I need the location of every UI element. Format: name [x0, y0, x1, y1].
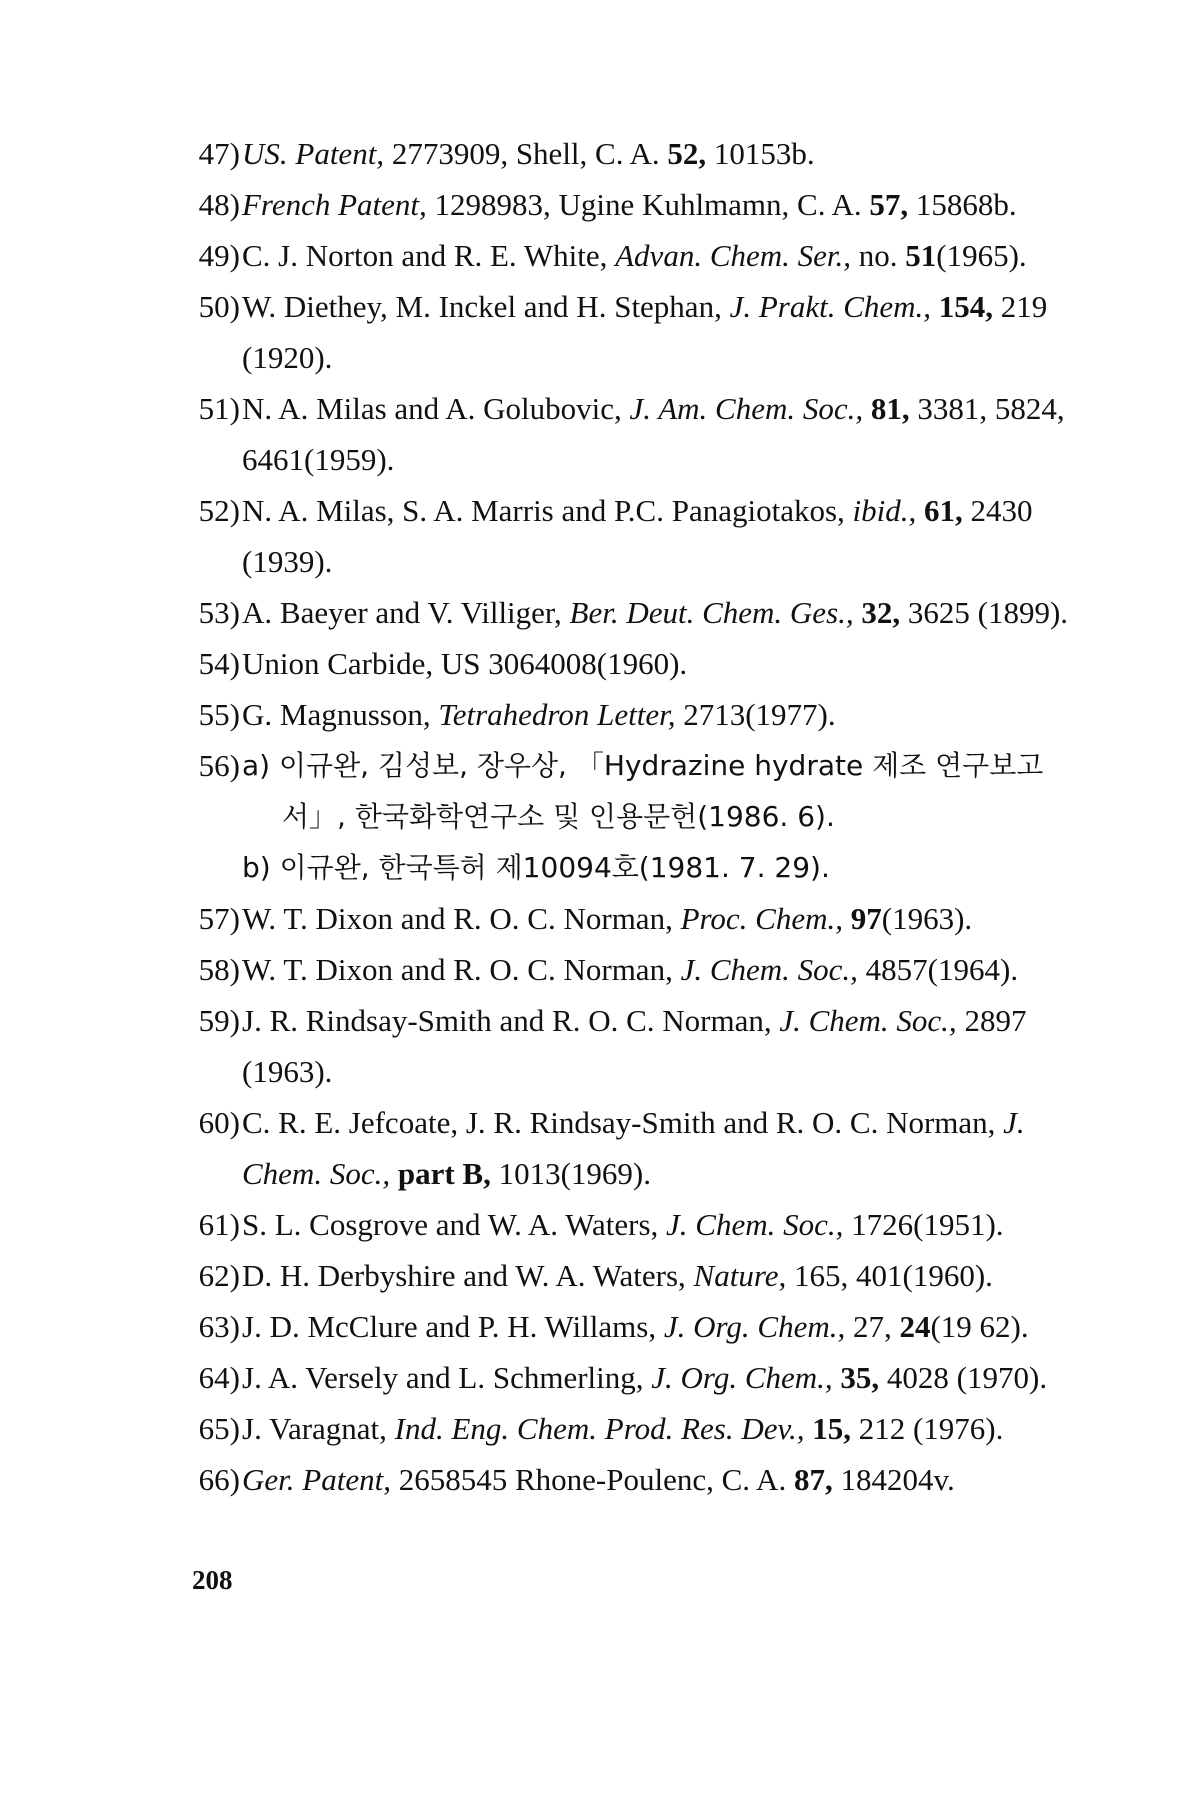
journal-name: J. Chem. Soc., [779, 1003, 957, 1038]
reference-text: US. Patent, 2773909, Shell, C. A. 52, 10153b. [242, 136, 815, 171]
reference-continuation: (1920). [242, 340, 333, 375]
reference-text: Ger. Patent, 2658545 Rhone-Poulenc, C. A. 87, 184204v. [242, 1462, 955, 1497]
reference-number: 47) [198, 136, 240, 171]
reference-subitem-b: b) 이규완, 한국특허 제10094호(1981. 7. 29). [242, 851, 830, 884]
reference-text: A. Baeyer and V. Villiger, Ber. Deut. Chem. Ges., 32, 3625 (1899). [242, 595, 1069, 630]
reference-number: 48) [198, 187, 240, 222]
reference-number: 53) [198, 595, 240, 630]
journal-name: Proc. Chem., [680, 901, 844, 936]
reference-number: 65) [198, 1411, 240, 1446]
volume: 81, [870, 391, 910, 426]
volume: 57, [869, 187, 909, 222]
reference-number: 62) [198, 1258, 240, 1293]
journal-name: Ber. Deut. Chem. Ges., [569, 595, 854, 630]
journal-name: Advan. Chem. Ser., [615, 238, 852, 273]
reference-continuation: (1939). [242, 544, 333, 579]
volume: 15, [812, 1411, 851, 1446]
journal-name: Chem. Soc., [242, 1156, 391, 1191]
reference-text: Union Carbide, US 3064008(1960). [242, 646, 688, 681]
reference-text: N. A. Milas, S. A. Marris and P.C. Panagiotakos, ibid., 61, 2430 [242, 493, 1033, 528]
volume: 32, [861, 595, 901, 630]
journal-name: J. [1003, 1105, 1025, 1140]
journal-name: Ind. Eng. Chem. Prod. Res. Dev., [394, 1411, 805, 1446]
journal-name: J. Org. Chem., [663, 1309, 846, 1344]
journal-name: Tetrahedron Letter, [438, 697, 676, 732]
reference-number: 49) [198, 238, 240, 273]
reference-text: W. T. Dixon and R. O. C. Norman, Proc. Chem., 97(1963). [242, 901, 973, 936]
reference-number: 60) [198, 1105, 240, 1140]
volume: 52, [667, 136, 707, 171]
journal-name: J. Org. Chem., [651, 1360, 833, 1395]
reference-text: J. R. Rindsay-Smith and R. O. C. Norman, J. Chem. Soc., 2897 [242, 1003, 1027, 1038]
reference-number: 51) [198, 391, 240, 426]
reference-number: 64) [198, 1360, 240, 1395]
volume: part B, [397, 1156, 491, 1191]
journal-name: J. Chem. Soc., [680, 952, 858, 987]
reference-number: 58) [198, 952, 240, 987]
volume: 97 [850, 901, 882, 936]
reference-text: S. L. Cosgrove and W. A. Waters, J. Chem. Soc., 1726(1951). [242, 1207, 1004, 1242]
reference-number: 61) [198, 1207, 240, 1242]
volume: 51 [905, 238, 937, 273]
reference-text: W. Diethey, M. Inckel and H. Stephan, J. Prakt. Chem., 154, 219 [242, 289, 1048, 324]
reference-text: D. H. Derbyshire and W. A. Waters, Nature, 165, 401(1960). [242, 1258, 993, 1293]
journal-name: J. Prakt. Chem., [729, 289, 932, 324]
volume: 35, [840, 1360, 880, 1395]
patent-title: US. Patent, [242, 136, 385, 171]
reference-number: 59) [198, 1003, 240, 1038]
reference-text: G. Magnusson, Tetrahedron Letter, 2713(1977). [242, 697, 836, 732]
reference-text: W. T. Dixon and R. O. C. Norman, J. Chem. Soc., 4857(1964). [242, 952, 1019, 987]
reference-text: J. A. Versely and L. Schmerling, J. Org. Chem., 35, 4028 (1970). [242, 1360, 1048, 1395]
reference-text: C. R. E. Jefcoate, J. R. Rindsay-Smith and R. O. C. Norman, J. [242, 1105, 1025, 1140]
volume: 87, [793, 1462, 833, 1497]
reference-number: 66) [198, 1462, 240, 1497]
volume: 61, [924, 493, 963, 528]
journal-name: ibid., [852, 493, 917, 528]
patent-title: Ger. Patent, [242, 1462, 391, 1497]
patent-title: French Patent, [242, 187, 427, 222]
reference-number: 54) [198, 646, 240, 681]
reference-number: 55) [198, 697, 240, 732]
journal-name: Nature, [693, 1258, 787, 1293]
journal-name: J. Am. Chem. Soc., [629, 391, 864, 426]
reference-continuation: 서」, 한국화학연구소 및 인용문헌(1986. 6). [282, 800, 835, 833]
reference-text: a) 이규완, 김성보, 장우상, 「Hydrazine hydrate 제조 연구보고 [242, 749, 1044, 782]
volume: 154, [938, 289, 994, 324]
reference-number: 52) [198, 493, 240, 528]
reference-continuation: 6461(1959). [242, 442, 395, 477]
reference-text: J. D. McClure and P. H. Willams, J. Org. Chem., 27, 24(19 62). [242, 1309, 1029, 1344]
journal-name: J. Chem. Soc., [666, 1207, 844, 1242]
reference-number: 63) [198, 1309, 240, 1344]
reference-continuation: (1963). [242, 1054, 333, 1089]
reference-continuation: Chem. Soc., part B, 1013(1969). [242, 1156, 651, 1191]
reference-text: J. Varagnat, Ind. Eng. Chem. Prod. Res. Dev., 15, 212 (1976). [242, 1411, 1004, 1446]
reference-number: 57) [198, 901, 240, 936]
reference-number: 56) [198, 748, 240, 783]
reference-number: 50) [198, 289, 240, 324]
volume: 24 [899, 1309, 931, 1344]
reference-text: C. J. Norton and R. E. White, Advan. Chem. Ser., no. 51(1965). [242, 238, 1027, 273]
reference-text: N. A. Milas and A. Golubovic, J. Am. Chem. Soc., 81, 3381, 5824, [242, 391, 1065, 426]
reference-text: French Patent, 1298983, Ugine Kuhlmamn, C. A. 57, 15868b. [242, 187, 1017, 222]
page-number: 208 [192, 1565, 233, 1595]
